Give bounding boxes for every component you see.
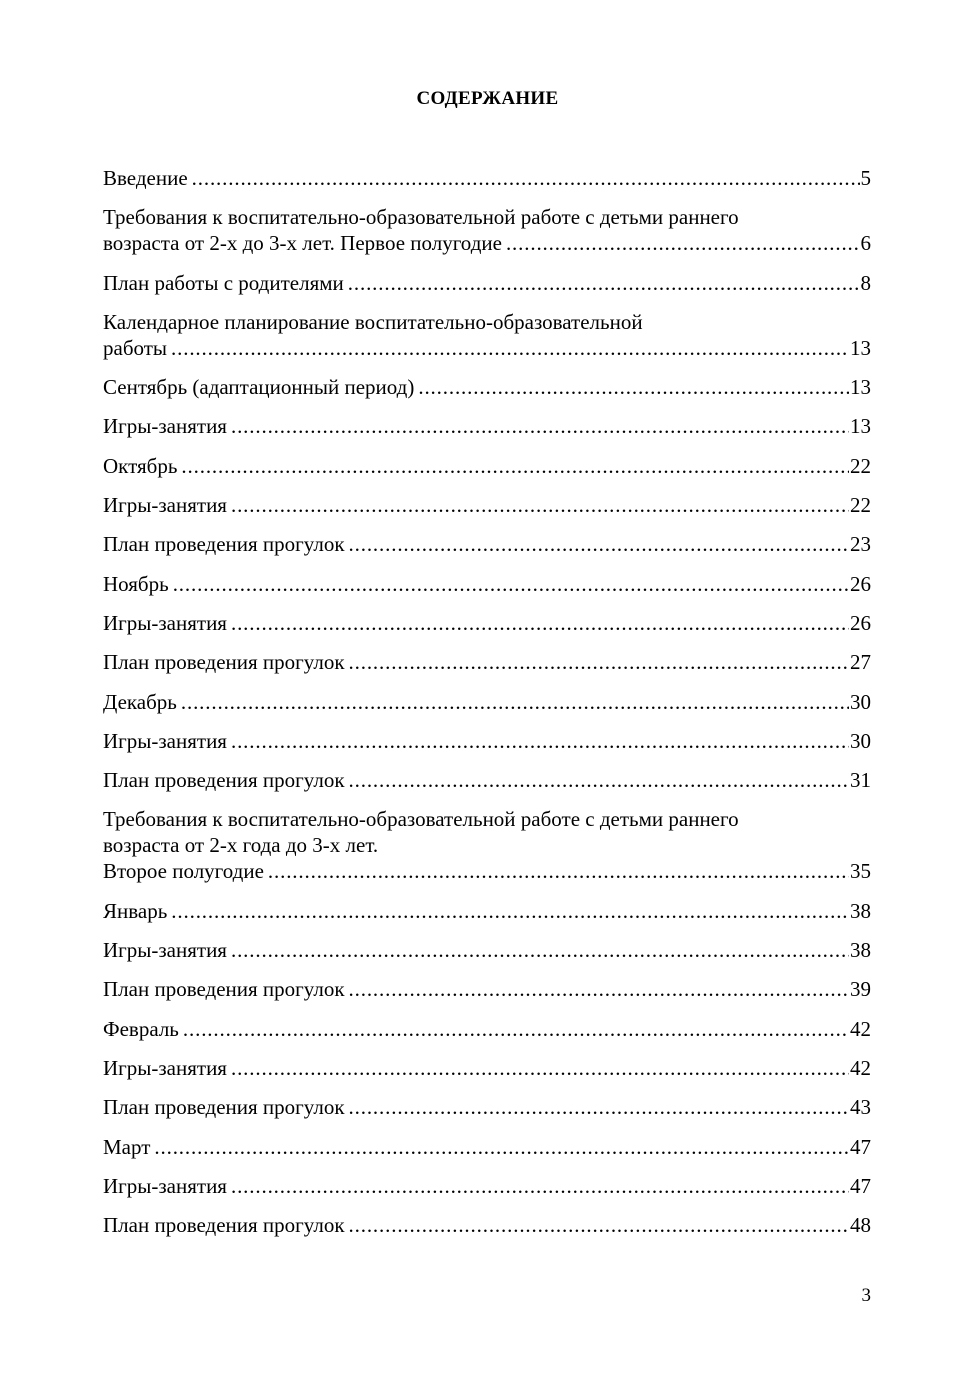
toc-entry-row xyxy=(103,610,871,636)
toc-entry-page-number: 31 xyxy=(850,768,871,793)
toc-entry-title: Февраль xyxy=(103,1016,179,1041)
dot-leader xyxy=(268,858,849,884)
dot-leader xyxy=(349,976,849,1002)
toc-entry xyxy=(103,1134,871,1160)
toc-entry xyxy=(103,1212,871,1238)
toc-entry xyxy=(103,610,871,636)
dot-leader xyxy=(171,335,849,361)
toc-entry-title-line: возраста от 2-х года до 3-х лет. xyxy=(103,833,379,858)
toc-entry xyxy=(103,937,871,963)
toc-entry-row xyxy=(103,1016,871,1042)
toc-entry-page-number: 27 xyxy=(850,650,871,675)
toc-entry xyxy=(103,767,871,793)
toc-entry-title: Игры-занятия xyxy=(103,728,227,753)
dot-leader xyxy=(231,937,849,963)
toc-entry-title: План проведения прогулок xyxy=(103,1095,345,1120)
toc-entry-page-number: 48 xyxy=(850,1213,871,1238)
toc-entry-row xyxy=(103,270,871,296)
toc-entry-page-number: 30 xyxy=(850,728,871,753)
toc-entry-page-number: 38 xyxy=(850,898,871,923)
toc-entry-page-number: 23 xyxy=(850,532,871,557)
toc-entry-title: Игры-занятия xyxy=(103,938,227,963)
page-title: СОДЕРЖАНИЕ xyxy=(416,88,559,109)
toc-entry-title: Игры-занятия xyxy=(103,1173,227,1198)
toc-entry xyxy=(103,571,871,597)
toc-entry-page-number: 26 xyxy=(850,571,871,596)
toc-entry-page-number: 8 xyxy=(860,270,871,295)
toc-entry-row xyxy=(103,1212,871,1238)
toc-entry-title: Игры-занятия xyxy=(103,610,227,635)
toc-entry xyxy=(103,898,871,924)
toc-entry xyxy=(103,374,871,400)
toc-entry-title: План работы с родителями xyxy=(103,270,344,295)
toc-entry-row xyxy=(103,858,871,884)
toc-entry xyxy=(103,204,871,256)
toc-entry-row xyxy=(103,453,871,479)
dot-leader xyxy=(349,767,849,793)
dot-leader xyxy=(349,531,849,557)
dot-leader xyxy=(231,413,849,439)
toc-entry-page-number: 13 xyxy=(850,335,871,360)
toc-entry-title: План проведения прогулок xyxy=(103,1213,345,1238)
toc-entry-title: Второе полугодие xyxy=(103,859,264,884)
toc-entry-page-number: 42 xyxy=(850,1055,871,1080)
toc-entry-row xyxy=(103,165,871,191)
toc-entry-title: Игры-занятия xyxy=(103,414,227,439)
toc-entry-title-line: Требования к воспитательно-образовательной работе с детьми раннего xyxy=(103,205,739,230)
toc-entry-row xyxy=(103,898,871,924)
dot-leader xyxy=(231,610,849,636)
toc-entry-row xyxy=(103,976,871,1002)
toc-entry-page-number: 6 xyxy=(860,231,871,256)
toc-entry-page-number: 22 xyxy=(850,493,871,518)
toc-entry-title: Ноябрь xyxy=(103,571,169,596)
dot-leader xyxy=(349,1094,849,1120)
toc-entry-row xyxy=(103,230,871,256)
dot-leader xyxy=(173,571,849,597)
toc-entry xyxy=(103,413,871,439)
dot-leader xyxy=(171,898,849,924)
toc-entry xyxy=(103,976,871,1002)
toc-entry xyxy=(103,1055,871,1081)
toc-entry xyxy=(103,649,871,675)
dot-leader xyxy=(231,1173,849,1199)
dot-leader xyxy=(231,1055,849,1081)
toc-entry-page-number: 47 xyxy=(850,1134,871,1159)
toc-entry-row xyxy=(103,1094,871,1120)
dot-leader xyxy=(183,1016,849,1042)
toc-entry-title: План проведения прогулок xyxy=(103,650,345,675)
dot-leader xyxy=(181,453,849,479)
dot-leader xyxy=(231,492,849,518)
toc-entry-row xyxy=(103,728,871,754)
dot-leader xyxy=(506,230,860,256)
toc-entry-page-number: 42 xyxy=(850,1016,871,1041)
toc-entry-title: Декабрь xyxy=(103,689,177,714)
dot-leader xyxy=(348,270,860,296)
toc-entry-row xyxy=(103,767,871,793)
toc-entry-title: возраста от 2-х до 3-х лет. Первое полугодие xyxy=(103,231,502,256)
toc-entry-page-number: 38 xyxy=(850,938,871,963)
toc-entry-title: Март xyxy=(103,1134,151,1159)
toc-entry-page-number: 35 xyxy=(850,859,871,884)
toc-entry-title: Игры-занятия xyxy=(103,1055,227,1080)
toc-entry xyxy=(103,309,871,361)
toc-entry xyxy=(103,453,871,479)
toc-entry-title: План проведения прогулок xyxy=(103,532,345,557)
toc-entry-row xyxy=(103,1055,871,1081)
dot-leader xyxy=(231,728,849,754)
dot-leader xyxy=(349,649,849,675)
toc-entry-title: Введение xyxy=(103,166,188,190)
toc-entry-title: Игры-занятия xyxy=(103,493,227,518)
toc-entry-row xyxy=(103,374,871,400)
toc-entry xyxy=(103,1016,871,1042)
dot-leader xyxy=(154,1134,849,1160)
toc-entry-page-number: 39 xyxy=(850,977,871,1002)
toc-entry-row xyxy=(103,413,871,439)
toc-entry-title: План проведения прогулок xyxy=(103,977,345,1002)
toc-entry xyxy=(103,1173,871,1199)
toc-entry xyxy=(103,728,871,754)
toc-entry-page-number: 22 xyxy=(850,453,871,478)
toc-entry-title-line: Календарное планирование воспитательно-образовательной xyxy=(103,309,643,334)
toc-entry-title: План проведения прогулок xyxy=(103,768,345,793)
page-number: 3 xyxy=(861,1285,871,1306)
toc-entry-row xyxy=(103,335,871,361)
toc-entry-title-line: Требования к воспитательно-образовательной работе с детьми раннего xyxy=(103,807,739,832)
toc-entry-title: работы xyxy=(103,335,168,360)
toc-entry xyxy=(103,689,871,715)
toc-entry-row xyxy=(103,571,871,597)
dot-leader xyxy=(181,689,849,715)
toc-entry-title: Январь xyxy=(103,898,168,923)
toc-entry xyxy=(103,531,871,557)
toc-entry-page-number: 30 xyxy=(850,689,871,714)
toc-entry-row xyxy=(103,531,871,557)
toc-entry-page-number: 26 xyxy=(850,610,871,635)
toc-entry-row xyxy=(103,649,871,675)
toc-entry-row xyxy=(103,937,871,963)
table-of-contents xyxy=(103,165,871,1251)
toc-entry xyxy=(103,165,871,191)
toc-entry-page-number: 43 xyxy=(850,1095,871,1120)
toc-entry-row xyxy=(103,492,871,518)
toc-entry xyxy=(103,492,871,518)
toc-entry xyxy=(103,270,871,296)
toc-entry-row xyxy=(103,1173,871,1199)
toc-entry xyxy=(103,1094,871,1120)
toc-entry xyxy=(103,806,871,884)
toc-entry-title: Октябрь xyxy=(103,453,178,478)
dot-leader xyxy=(192,165,860,191)
toc-entry-row xyxy=(103,689,871,715)
toc-entry-title: Сентябрь (адаптационный период) xyxy=(103,375,415,400)
dot-leader xyxy=(349,1212,849,1238)
toc-entry-page-number: 47 xyxy=(850,1173,871,1198)
dot-leader xyxy=(418,374,849,400)
toc-entry-page-number: 13 xyxy=(850,375,871,400)
toc-entry-page-number: 13 xyxy=(850,414,871,439)
toc-entry-row xyxy=(103,1134,871,1160)
toc-entry-page-number: 5 xyxy=(860,166,871,190)
